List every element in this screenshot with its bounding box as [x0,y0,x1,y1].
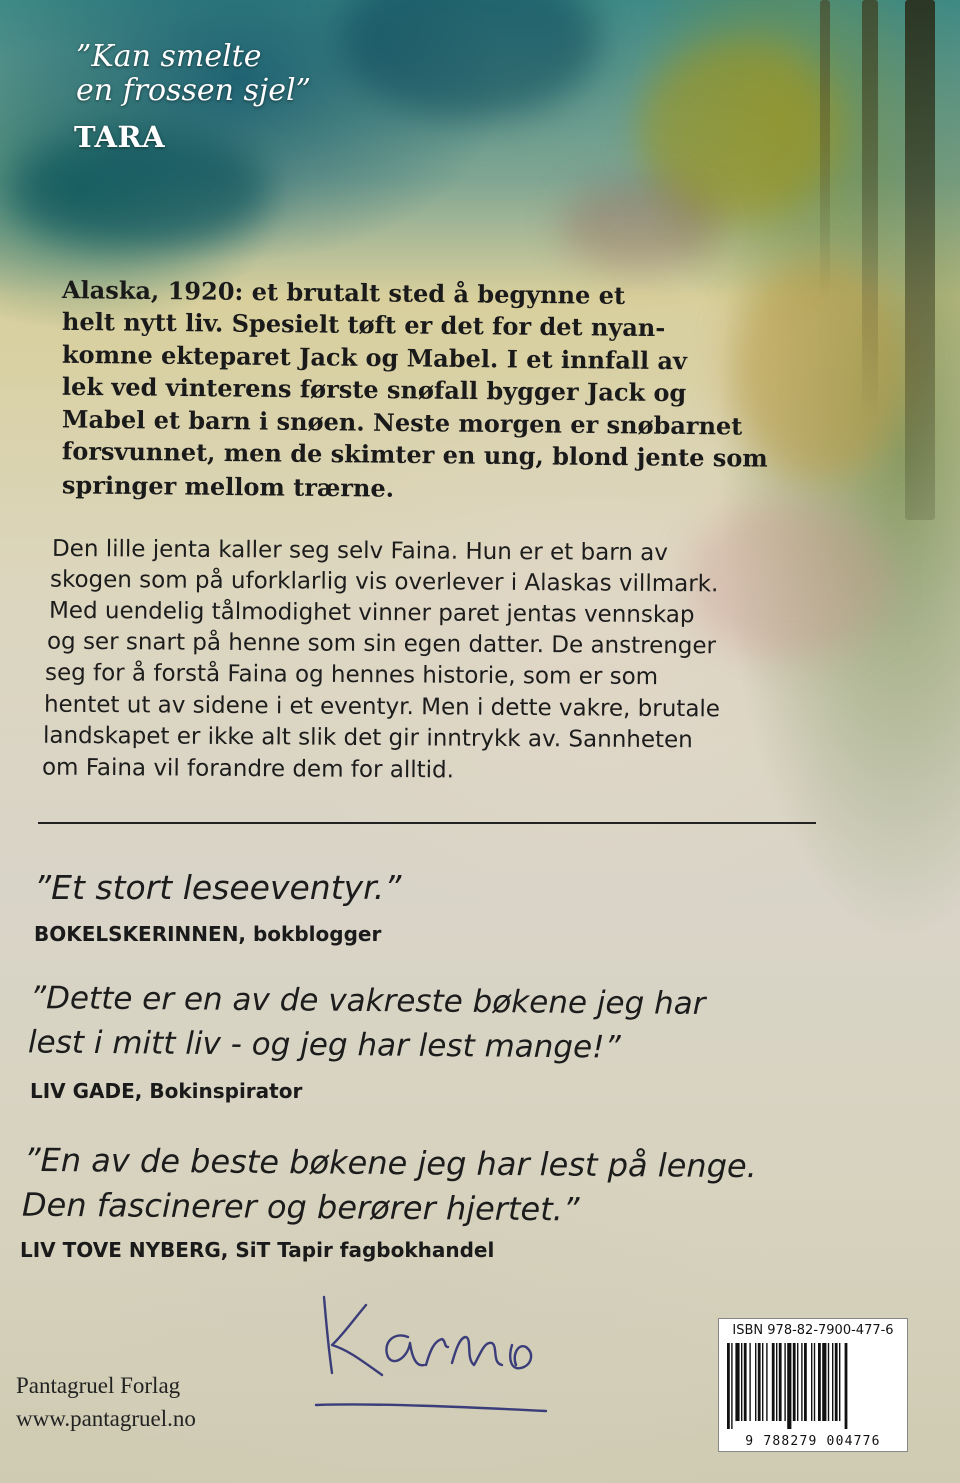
tagline-line: ”Kan smelte [76,39,262,74]
blurb-line: Mabel et barn i snøen. Neste morgen er snøbarnet [61,404,743,441]
reddish-tint [560,180,720,270]
barcode-bar [766,1343,767,1421]
review-attribution: BOKELSKERINNEN, bokblogger [34,922,382,946]
barcode-bar [779,1343,782,1421]
review-quote: Den fascinerer og berører hjertet.” [21,1185,580,1229]
blurb-line: lek ved vinterens første snøfall bygger Jack og [61,371,687,408]
handwritten-signature [296,1285,556,1415]
blurb-line: og ser snart på henne som sin egen datter. De anstrenger [46,628,717,660]
blurb-line: Den lille jenta kaller seg selv Faina. Hun er et barn av [51,535,668,567]
barcode-bar [822,1343,826,1421]
review-quote: ”Dette er en av de vakreste bøkene jeg har [29,980,706,1022]
barcode-bar [811,1343,812,1421]
barcode-bar [776,1343,777,1421]
blurb-line: hentet ut av sidene i et eventyr. Men i dette vakre, brutale [43,691,721,723]
barcode-bar [818,1343,821,1421]
blurb-line: landskapet er ikke alt slik det gir inntrykk av. Sannheten [42,722,693,754]
barcode-bar [828,1343,829,1421]
barcode-bar [727,1343,730,1429]
publisher-website: www.pantagruel.no [16,1406,196,1431]
blurb-line: om Faina vil forandre dem for alltid. [41,754,455,784]
barcode-bar [801,1343,802,1421]
barcode-bar [744,1343,747,1421]
barcode-bar [832,1343,833,1421]
review-attribution: LIV GADE, Bokinspirator [30,1079,303,1103]
barcode-digits: 9 788279 004776 [745,1434,881,1449]
tagline-line: en frossen sjel” [76,73,311,108]
tree-trunk [862,0,878,420]
blurb-line: helt nytt liv. Spesielt tøft er det for det nyan- [61,306,666,343]
pink-tint [690,500,890,660]
review-attribution: LIV TOVE NYBERG, SiT Tapir fagbokhandel [20,1238,495,1262]
blurb-line: Alaska, 1920: et brutalt sted å begynne et [61,275,626,310]
barcode-bar [839,1343,840,1421]
blurb-line: springer mellom trærne. [61,470,395,503]
tagline-quote [76,40,496,108]
barcode-bar [731,1343,732,1429]
divider-rule [38,822,816,824]
tree-trunk [905,0,935,520]
blurb-line: seg for å forstå Faina og hennes historie, som er som [44,659,659,691]
barcode-bar [735,1343,739,1421]
review-quote: ”Et stort leseeventyr.” [34,868,402,907]
barcode-bar [758,1343,761,1421]
barcode-bar [804,1343,807,1421]
blurb-line: komne ekteparet Jack og Mabel. I et innfall av [61,339,688,376]
review-quote: lest i mitt liv - og jeg har lest mange!” [27,1024,621,1066]
barcode-bar [784,1343,785,1421]
barcode-bar [772,1343,775,1421]
barcode-bar [762,1343,763,1421]
barcode-bar [814,1343,815,1421]
tree-trunk [820,0,830,300]
blurb-line: forsvunnet, men de skimter en ung, blond jente som [61,436,768,473]
barcode-bar [749,1343,750,1421]
review-quote: ”En av de beste bøkene jeg har lest på lenge. [23,1140,757,1186]
barcode-bar [835,1343,838,1421]
barcode-bar [755,1343,756,1421]
blurb-line: Med uendelig tålmodighet vinner paret jentas vennskap [48,597,695,629]
barcode-bar [797,1343,798,1421]
barcode-bar [787,1343,791,1429]
tagline-source: TARA [74,120,166,154]
barcode-bar [741,1343,742,1421]
publisher-name: Pantagruel Forlag [16,1373,181,1398]
isbn-barcode [718,1318,908,1452]
barcode-bar [845,1343,848,1429]
barcode-bar [793,1343,796,1421]
blurb-line: skogen som på uforklarlig vis overlever i Alaskas villmark. [49,566,719,598]
isbn-label: ISBN 978-82-7900-477-6 [732,1323,894,1338]
barcode-bars [725,1343,901,1429]
